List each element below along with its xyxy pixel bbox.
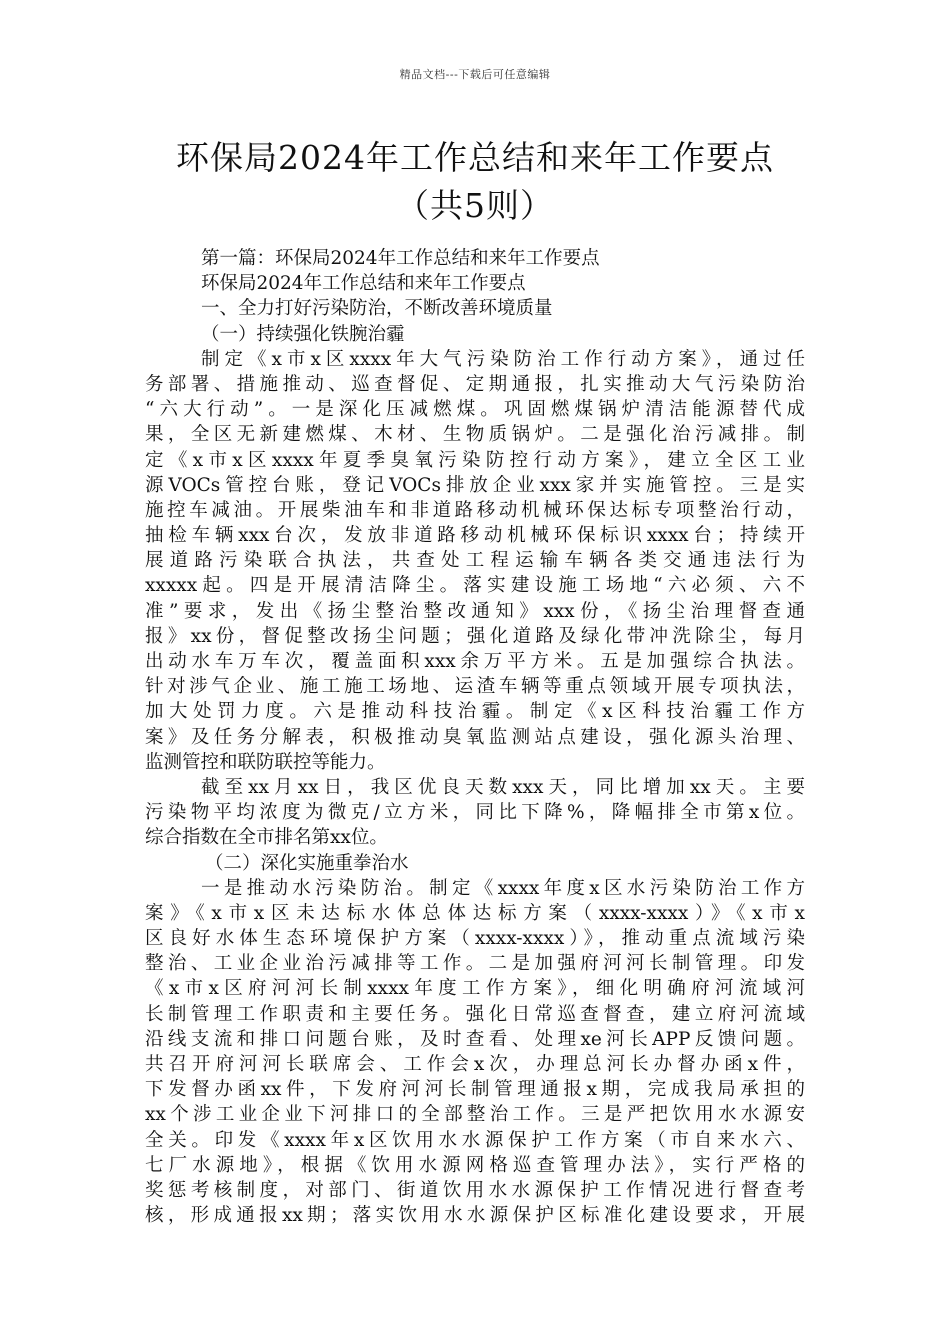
document-title-count: （共5则） [396,186,554,225]
text-line: 案》《x市x区未达标水体总体达标方案（xxxx-xxxx）》《x市x [145,902,805,924]
text-line: 加大处罚力度。六是推动科技治霾。制定《x区科技治霾工作方 [145,701,805,723]
text-line: 七厂水源地》，根据《饮用水源网格巡查管理办法》，实行严格的 [145,1154,805,1176]
text-line: 一是推动水污染防治。制定《xxxx年度x区水污染防治工作方 [201,877,805,899]
text-line: “六大行动”。一是深化压减燃煤。巩固燃煤锅炉清洁能源替代成 [145,399,805,421]
text-line: 共召开府河河长联席会、工作会x次，办理总河长办督办函x件， [145,1054,805,1075]
text-line: （一）持续强化铁腕治霾 [201,323,405,345]
text-line: 展道路污染联合执法，共查处工程运输车辆各类交通违法行为 [145,550,805,572]
text-line: 区良好水体生态环境保护方案（xxxx-xxxx）》，推动重点流域污染 [145,928,805,950]
text-line: 施控车减油。开展柴油车和非道路移动机械环保达标专项整治行动， [145,499,805,521]
text-line: 沿线支流和排口问题台账，及时查看、处理xe河长APP反馈问题。 [145,1028,805,1050]
text-line: 定《x市x区xxxx年夏季臭氧污染防控行动方案》，建立全区工业 [145,449,805,471]
text-line: 制定《x市x区xxxx年大气污染防治工作行动方案》，通过任 [201,348,805,370]
text-line: 果，全区无新建燃煤、木材、生物质锅炉。二是强化治污减排。制 [145,424,805,446]
text-line: 源VOCs管控台账，登记VOCs排放企业xxx家并实施管控。三是实 [145,474,805,496]
text-line: 监测管控和联防联控等能力。 [145,751,386,773]
text-line: 环保局2024年工作总结和来年工作要点 [201,273,526,295]
text-line: 长制管理工作职责和主要任务。强化日常巡查督查，建立府河流域 [145,1003,805,1025]
text-line: 综合指数在全市排名第xx位。 [145,827,388,849]
text-line: 污染物平均浓度为微克/立方米，同比下降%，降幅排全市第x位。 [145,802,805,824]
text-line: 全关。印发《xxxx年x区饮用水水源保护工作方案（市自来水六、 [145,1129,805,1151]
text-line: 《x市x区府河河长制xxxx年度工作方案》，细化明确府河流域河 [145,978,805,1000]
text-line: 奖惩考核制度，对部门、街道饮用水水源保护工作情况进行督查考 [145,1179,805,1201]
text-line: （二）深化实施重拳治水 [205,852,409,874]
text-line: 抽检车辆xxx台次，发放非道路移动机械环保标识xxxx台；持续开 [145,525,805,547]
text-line: 核，形成通报xx期；落实饮用水水源保护区标准化建设要求，开展 [145,1205,805,1227]
text-line: 一、全力打好污染防治，不断改善环境质量 [201,298,553,320]
text-line: 案》及任务分解表，积极推动臭氧监测站点建设，强化源头治理、 [145,726,805,748]
document-title: 环保局2024年工作总结和来年工作要点 [176,138,774,177]
header-note: 精品文档---下载后可任意编辑 [399,68,551,81]
text-line: xx个涉工业企业下河排口的全部整治工作。三是严把饮用水水源安 [145,1104,805,1126]
text-line: 报》xx份，督促整改扬尘问题；强化道路及绿化带冲洗除尘，每月 [145,625,805,647]
text-line: 准”要求，发出《扬尘整治整改通知》xxx份，《扬尘治理督查通 [145,600,805,622]
document-body [145,246,805,1228]
text-line: 截至xx月xx日，我区优良天数xxx天，同比增加xx天。主要 [201,776,805,798]
text-line: 第一篇：环保局2024年工作总结和来年工作要点 [201,248,600,269]
text-line: 针对涉气企业、施工施工场地、运渣车辆等重点领域开展专项执法， [145,676,805,698]
text-line: 务部署、措施推动、巡查督促、定期通报，扎实推动大气污染防治 [145,373,805,395]
text-line: xxxxx起。四是开展清洁降尘。落实建设施工场地“六必须、六不 [145,575,805,597]
text-line: 出动水车万车次，覆盖面积xxx余万平方米。五是加强综合执法。 [145,651,805,672]
text-line: 整治、工业企业治污减排等工作。二是加强府河河长制管理。印发 [145,953,805,975]
text-line: 下发督办函xx件，下发府河河长制管理通报x期，完成我局承担的 [145,1079,805,1101]
